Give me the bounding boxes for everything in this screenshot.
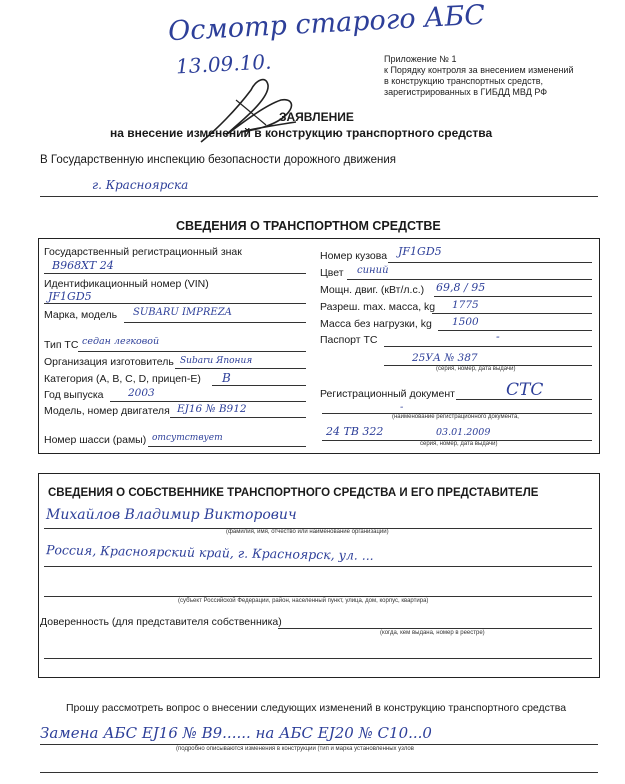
engine-label: Модель, номер двигателя: [44, 405, 170, 417]
proxy-caption: (когда, кем выдана, номер в реестре): [380, 630, 485, 636]
owner-address-caption: (субъект Российской Федерации, район, населенный пункт, улица, дом, корпус, квартира): [178, 598, 429, 604]
vehicle-section-title: СВЕДЕНИЯ О ТРАНСПОРТНОМ СРЕДСТВЕ: [176, 219, 441, 233]
hw-reg-doc: СТС: [506, 380, 544, 400]
proxy-label: Доверенность (для представителя собственника): [40, 616, 282, 628]
color-label: Цвет: [320, 267, 344, 279]
hw-power: 69,8 / 95: [436, 281, 486, 294]
hw-manufacturer: Subaru Япония: [180, 356, 253, 366]
hw-passport-no: 25УА № 387: [412, 352, 478, 364]
hw-max-mass: 1775: [452, 299, 479, 311]
appendix-line: Приложение № 1: [384, 54, 457, 64]
appendix-line: зарегистрированных в ГИБДД МВД РФ: [384, 87, 548, 97]
hw-body: JF1GD5: [398, 245, 442, 258]
hw-change-text: Замена АБС EJ16 № В9...... на АБС EJ20 № С10...0: [40, 724, 432, 742]
vin-label: Идентификационный номер (VIN): [44, 278, 209, 290]
owner-box: [38, 473, 600, 678]
request-caption: (подробно описываются изменения в конструкции (тип и марка установленных узлов: [176, 746, 414, 752]
form-title: ЗАЯВЛЕНИЕ: [279, 110, 354, 124]
handwritten-date: 13.09.10.: [175, 49, 272, 79]
make-model-label: Марка, модель: [44, 309, 118, 321]
reg-plate-label: Государственный регистрационный знак: [44, 246, 242, 258]
hw-color: синий: [357, 265, 389, 276]
hw-reg-doc-date: 03.01.2009: [436, 427, 491, 438]
addressee: В Государственную инспекцию безопасности дорожного движения: [40, 154, 396, 166]
hw-owner-name: Михайлов Владимир Викторович: [46, 507, 297, 523]
body-label: Номер кузова: [320, 250, 388, 262]
curb-mass-label: Масса без нагрузки, kg: [320, 318, 432, 330]
passport-caption: (серия, номер, дата выдачи): [436, 366, 516, 372]
hw-vin: JF1GD5: [48, 290, 92, 303]
power-label: Мощн. двиг. (кВт/л.с.): [320, 284, 425, 296]
owner-section-title: СВЕДЕНИЯ О СОБСТВЕННИКЕ ТРАНСПОРТНОГО СРЕДСТВА И ЕГО ПРЕДСТАВИТЕЛЕ: [48, 487, 539, 499]
hw-make-model: SUBARU IMPREZA: [133, 307, 232, 318]
hw-engine: EJ16 № В912: [177, 403, 247, 415]
reg-doc-label: Регистрационный документ: [320, 388, 455, 400]
hw-category: В: [222, 371, 231, 385]
handwritten-top-note: Осмотр старого АБС: [167, 0, 486, 48]
hw-chassis: отсутствует: [152, 433, 223, 443]
manufacturer-label: Организация изготовитель: [44, 356, 174, 368]
reg-doc-caption-1: (наименование регистрационного документа,: [392, 414, 519, 420]
handwritten-city: г. Красноярска: [92, 178, 189, 192]
form-subtitle: на внесение изменений в конструкцию транспортного средства: [110, 126, 493, 140]
appendix-line: к Порядку контроля за внесением изменений: [384, 65, 574, 75]
hw-passport-dash: -: [496, 330, 500, 343]
hw-owner-address: Россия, Красноярский край, г. Красноярск, ул. ...: [45, 542, 374, 563]
year-label: Год выпуска: [44, 389, 104, 401]
request-text: Прошу рассмотреть вопрос о внесении следующих изменений в конструкцию транспортного средства: [66, 702, 567, 714]
hw-reg-doc-no: 24 ТВ 322: [326, 425, 384, 438]
reg-doc-caption-2: серия, номер, дата выдачи): [420, 441, 498, 447]
hw-type: седан легковой: [82, 336, 160, 347]
type-label: Тип ТС: [44, 339, 79, 351]
appendix-block: [384, 54, 574, 98]
max-mass-label: Разреш. max. масса, kg: [320, 301, 436, 313]
category-label: Категория (А, В, С, D, прицеп-Е): [44, 373, 201, 385]
passport-label: Паспорт ТС: [320, 334, 378, 346]
owner-name-caption: (фамилия, имя, отчество или наименование организации): [226, 529, 389, 535]
hw-reg-doc-dash: -: [400, 402, 404, 413]
hw-reg-plate: В968ХТ 24: [52, 259, 114, 272]
appendix-line: в конструкцию транспортных средств,: [384, 76, 544, 86]
chassis-label: Номер шасси (рамы): [44, 434, 147, 446]
hw-curb-mass: 1500: [452, 316, 479, 328]
hw-year: 2003: [128, 387, 155, 399]
